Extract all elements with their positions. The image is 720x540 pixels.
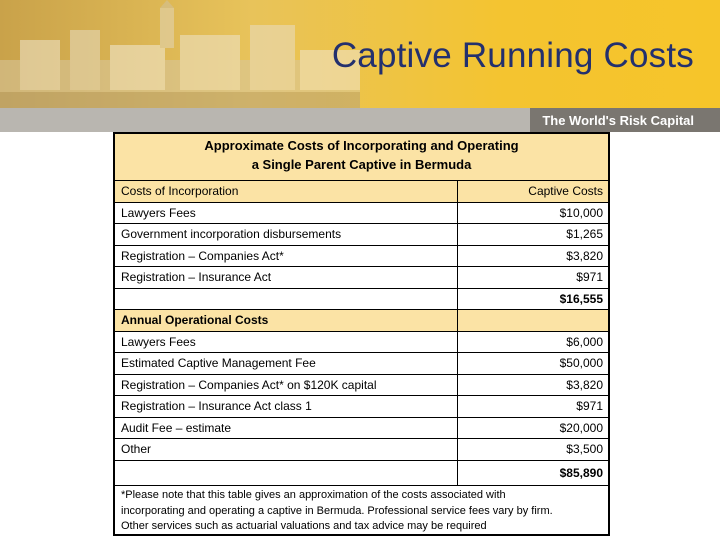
table-row (115, 395, 608, 417)
column-header-captive-costs: Captive Costs (528, 184, 603, 198)
table-row (115, 352, 608, 374)
page-title: Captive Running Costs (331, 36, 694, 75)
incorporation-total-row (115, 288, 608, 310)
table-row (115, 438, 608, 460)
cost-label: Registration – Companies Act* on $120K capital (115, 375, 458, 396)
town-skyline-image (0, 0, 360, 108)
header-banner (0, 0, 720, 108)
cost-value: $3,820 (566, 377, 603, 392)
cost-value: $1,265 (566, 227, 603, 241)
section-header-incorporation (115, 180, 608, 202)
cost-value: $971 (576, 270, 603, 284)
cost-label: Lawyers Fees (115, 332, 458, 353)
cost-label: Registration – Insurance Act class 1 (115, 396, 458, 417)
table-row (115, 374, 608, 396)
table-row (115, 245, 608, 267)
section-label: Annual Operational Costs (115, 310, 458, 331)
incorporation-total: $16,555 (559, 291, 603, 306)
cost-value: $971 (576, 399, 603, 413)
table-row (115, 266, 608, 288)
cost-value: $3,500 (566, 442, 603, 456)
footnote (115, 485, 608, 536)
footnote-line2: incorporating and operating a captive in Bermuda. Professional service fees vary by firm. (121, 504, 553, 517)
table-row (115, 417, 608, 439)
cost-value: $10,000 (559, 205, 603, 220)
empty-cell (115, 289, 458, 310)
footnote-line3: Other services such as actuarial valuations and tax advice may be required (121, 520, 487, 532)
footnote-line1: *Please note that this table gives an approximation of the costs associated with (121, 489, 506, 501)
empty-cell (115, 461, 458, 486)
cost-value: $50,000 (559, 356, 603, 370)
table-heading-line1: Approximate Costs of Incorporating and Operating (204, 138, 519, 153)
cost-value: $6,000 (566, 334, 603, 349)
operational-total: $85,890 (559, 465, 603, 480)
cost-label: Estimated Captive Management Fee (115, 353, 458, 374)
cost-label: Audit Fee – estimate (115, 418, 458, 439)
table-row (115, 223, 608, 245)
table-row (115, 331, 608, 353)
table-heading (115, 134, 608, 180)
section-label: Costs of Incorporation (115, 181, 458, 202)
cost-label: Other (115, 439, 458, 460)
cost-value: $3,820 (566, 248, 603, 263)
cost-label: Registration – Insurance Act (115, 267, 458, 288)
cost-label: Lawyers Fees (115, 203, 458, 224)
table-row (115, 202, 608, 224)
tagline: The World's Risk Capital (542, 113, 694, 128)
costs-table (113, 132, 610, 536)
empty-cell (458, 310, 608, 331)
cost-label: Registration – Companies Act* (115, 246, 458, 267)
cost-label: Government incorporation disbursements (115, 224, 458, 245)
section-header-operational (115, 309, 608, 331)
table-heading-line2: a Single Parent Captive in Bermuda (251, 157, 472, 172)
cost-value: $20,000 (559, 420, 603, 435)
operational-total-row (115, 460, 608, 486)
